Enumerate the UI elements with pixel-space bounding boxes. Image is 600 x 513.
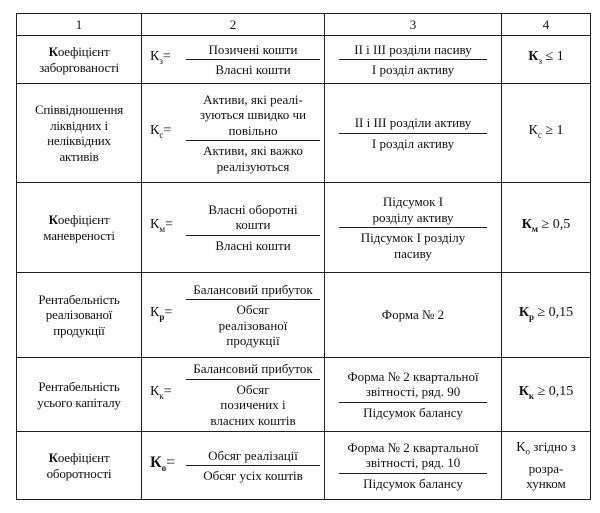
source-numerator: ІІ і ІІІ розділи пасиву	[354, 41, 472, 57]
criterion-subscript: с	[537, 129, 542, 140]
header-cell-1: 1	[17, 14, 142, 36]
formula-symbol	[150, 305, 180, 325]
header-cell-2: 2	[142, 14, 325, 36]
criterion-symbol: К	[528, 49, 539, 65]
criterion-value: ≥ 0,15	[537, 304, 574, 320]
indicator-name: Коефіцієнт оборотності	[17, 432, 142, 500]
fraction	[186, 92, 320, 175]
criterion-value: ≥ 1	[545, 122, 564, 138]
formula-cell	[142, 84, 325, 183]
source-numerator: Підсумок І розділу активу	[372, 194, 454, 225]
source-denominator: І розділ активу	[371, 62, 455, 77]
formula-cell	[142, 432, 325, 500]
formula-cell	[142, 183, 325, 273]
indicator-name: Коефіцієнт маневреності	[17, 183, 142, 273]
criterion-symbol: К	[518, 384, 529, 400]
numerator: Балансовий прибуток	[193, 361, 313, 376]
source-fraction	[339, 194, 487, 261]
source-cell	[325, 358, 502, 432]
symbol-subscript: р	[159, 311, 165, 322]
denominator: Власні кошти	[215, 62, 291, 77]
equals-sign: =	[166, 453, 176, 471]
criterion-cell	[502, 84, 591, 183]
source-denominator: І розділ активу	[371, 135, 455, 151]
header-cell-3: 3	[325, 14, 502, 36]
symbol-letter: К	[150, 217, 160, 233]
source-cell: Форма № 2	[325, 273, 502, 358]
formula-cell	[142, 358, 325, 432]
source-fraction	[339, 115, 487, 151]
table-row	[17, 432, 591, 500]
table-row	[17, 36, 591, 84]
symbol-subscript: о	[161, 462, 167, 473]
source-numerator: Форма № 2 квартальної звітності, ряд. 10	[347, 439, 479, 471]
criterion-cell	[502, 432, 591, 500]
formula-symbol	[150, 217, 180, 237]
formula-symbol	[150, 49, 180, 69]
source-cell	[325, 432, 502, 500]
source-denominator: Підсумок І розділу пасиву	[360, 230, 466, 261]
source-fraction	[339, 369, 487, 421]
equals-sign: =	[163, 384, 172, 400]
criterion-cell	[502, 358, 591, 432]
indicator-name: Рентабельність усього капіталу	[17, 358, 142, 432]
fraction	[186, 202, 320, 254]
criterion-symbol: К	[528, 122, 538, 138]
criterion-value: ≥ 0,5	[541, 217, 571, 233]
table-row	[17, 358, 591, 432]
source-cell	[325, 84, 502, 183]
formula-cell	[142, 36, 325, 84]
symbol-letter: К	[150, 304, 160, 320]
symbol-subscript: к	[159, 391, 164, 402]
numerator: Власні оборотні кошти	[208, 201, 298, 233]
denominator: Обсяг реалізованої продукції	[218, 302, 288, 348]
fraction	[186, 361, 320, 428]
header-cell-4: 4	[502, 14, 591, 36]
denominator: Обсяг усіх коштів	[203, 468, 303, 483]
table-row	[17, 273, 591, 358]
criterion-subscript: м	[531, 224, 539, 235]
fraction	[186, 448, 320, 484]
fraction	[186, 282, 320, 349]
symbol-subscript: з	[159, 56, 163, 67]
criterion-symbol: К	[516, 440, 526, 456]
indicator-name: Рентабельність реалізованої продукції	[17, 273, 142, 358]
criterion-symbol: К	[518, 304, 529, 320]
source-fraction	[339, 440, 487, 492]
criterion-symbol: К	[521, 217, 532, 233]
numerator: Активи, які реалі-зуються швидко чи повільно	[199, 91, 307, 138]
criterion-subscript: р	[528, 311, 534, 322]
criterion-value: ≥ 0,15	[537, 384, 574, 400]
equals-sign: =	[165, 217, 173, 233]
coefficients-table	[16, 13, 591, 500]
equals-sign: =	[164, 304, 173, 320]
indicator-name: Співвідношення ліквідних і неліквідних активів	[17, 84, 142, 183]
source-numerator: ІІ і ІІІ розділи активу	[354, 115, 472, 130]
source-cell	[325, 36, 502, 84]
source-fraction	[339, 42, 487, 78]
source-cell	[325, 183, 502, 273]
denominator: Активи, які важко реалізуються	[203, 143, 303, 174]
symbol-letter: К	[150, 453, 162, 471]
formula-symbol	[150, 384, 180, 404]
numerator: Позичені кошти	[208, 41, 298, 57]
symbol-subscript: с	[159, 129, 164, 140]
criterion-subscript: к	[528, 391, 535, 402]
criterion-value: ≤ 1	[545, 49, 564, 65]
formula-symbol	[150, 123, 180, 143]
symbol-letter: К	[150, 384, 160, 400]
symbol-subscript: м	[159, 224, 166, 235]
denominator: Обсяг позичених і власних коштів	[210, 381, 296, 428]
indicator-name: Коефіцієнт заборгованості	[17, 36, 142, 84]
table-row	[17, 84, 591, 183]
symbol-letter: К	[150, 49, 160, 65]
criterion-subscript: о	[525, 447, 531, 458]
equals-sign: =	[163, 122, 172, 138]
table-row	[17, 183, 591, 273]
criterion-value: згідно з розра-хунком	[526, 439, 576, 492]
source-denominator: Підсумок балансу	[363, 475, 463, 491]
source-numerator: Форма № 2 квартальної звітності, ряд. 90	[347, 368, 479, 400]
criterion-cell	[502, 183, 591, 273]
formula-symbol	[150, 455, 180, 477]
symbol-letter: К	[150, 122, 160, 138]
header-row	[17, 14, 591, 36]
fraction	[186, 42, 320, 78]
criterion-subscript: з	[538, 56, 543, 67]
equals-sign: =	[162, 49, 171, 65]
numerator: Обсяг реалізації	[208, 447, 298, 463]
denominator: Власні кошти	[215, 237, 291, 253]
formula-cell	[142, 273, 325, 358]
criterion-cell	[502, 273, 591, 358]
numerator: Балансовий прибуток	[193, 281, 313, 297]
criterion-cell	[502, 36, 591, 84]
source-denominator: Підсумок балансу	[363, 404, 463, 420]
